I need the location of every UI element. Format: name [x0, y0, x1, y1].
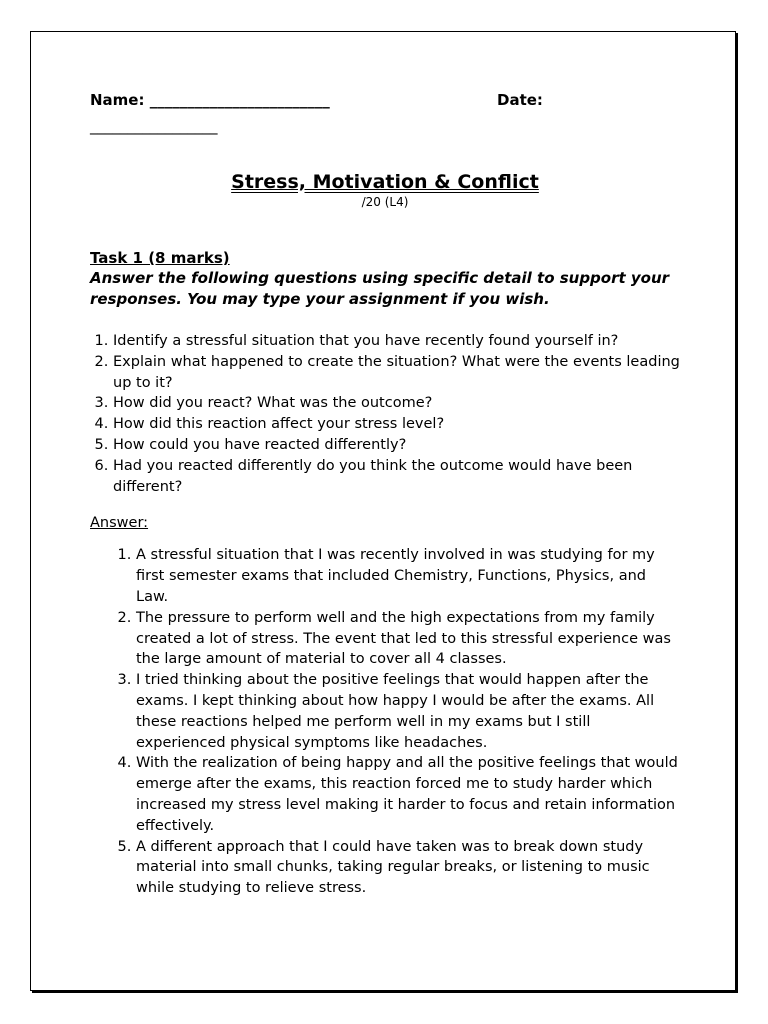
answer-item: 4. With the realization of being happy and all the positive feelings that would emerge after the exams, this reaction forced me to study harder which increased my stress level making it harder to focus and retain information effectively.: [136, 753, 680, 836]
question-item: 6. Had you reacted differently do you think the outcome would have been different?: [113, 456, 680, 498]
question-item: 2. Explain what happened to create the situation? What were the events leading up to it?: [113, 352, 680, 394]
task-instructions: Answer the following questions using specific detail to support your responses. You may type your assignment if you wish.: [90, 269, 670, 308]
answer-list: [90, 545, 680, 899]
task-title: Task 1 (8 marks): [90, 249, 230, 267]
answer-item: 1. A stressful situation that I was recently involved in was studying for my first semester exams that included Chemistry, Functions, Physics, and Law.: [136, 545, 680, 607]
question-item: 4. How did this reaction affect your stress level?: [113, 414, 680, 435]
marks-subtitle: /20 (L4): [361, 195, 409, 209]
answer-item: 5. A different approach that I could have taken was to break down study material into small chunks, taking regular breaks, or listening to music while studying to relieve stress.: [136, 837, 680, 899]
header-line: [90, 88, 680, 112]
question-item: 1. Identify a stressful situation that you have recently found yourself in?: [113, 331, 680, 352]
answer-item: 3. I tried thinking about the positive feelings that would happen after the exams. I kept thinking about how happy I would be after the exams. All these reactions helped me perform well in my exams but I still experienced physical symptoms like headaches.: [136, 670, 680, 753]
name-field-label: Name: ________________________: [90, 91, 330, 109]
answer-item: 2. The pressure to perform well and the high expectations from my family created a lot of stress. The event that led to this stressful experience was the large amount of material to cover all 4 classes.: [136, 608, 680, 670]
date-blank-line: _________________: [90, 117, 218, 135]
question-item: 5. How could you have reacted differently?: [113, 435, 680, 456]
question-list: [90, 331, 680, 497]
answer-label: Answer:: [90, 515, 149, 532]
date-field-label: Date:: [497, 91, 543, 109]
document-content: [90, 88, 680, 899]
page-title: Stress, Motivation & Conflict: [231, 171, 539, 193]
question-item: 3. How did you react? What was the outcome?: [113, 393, 680, 414]
